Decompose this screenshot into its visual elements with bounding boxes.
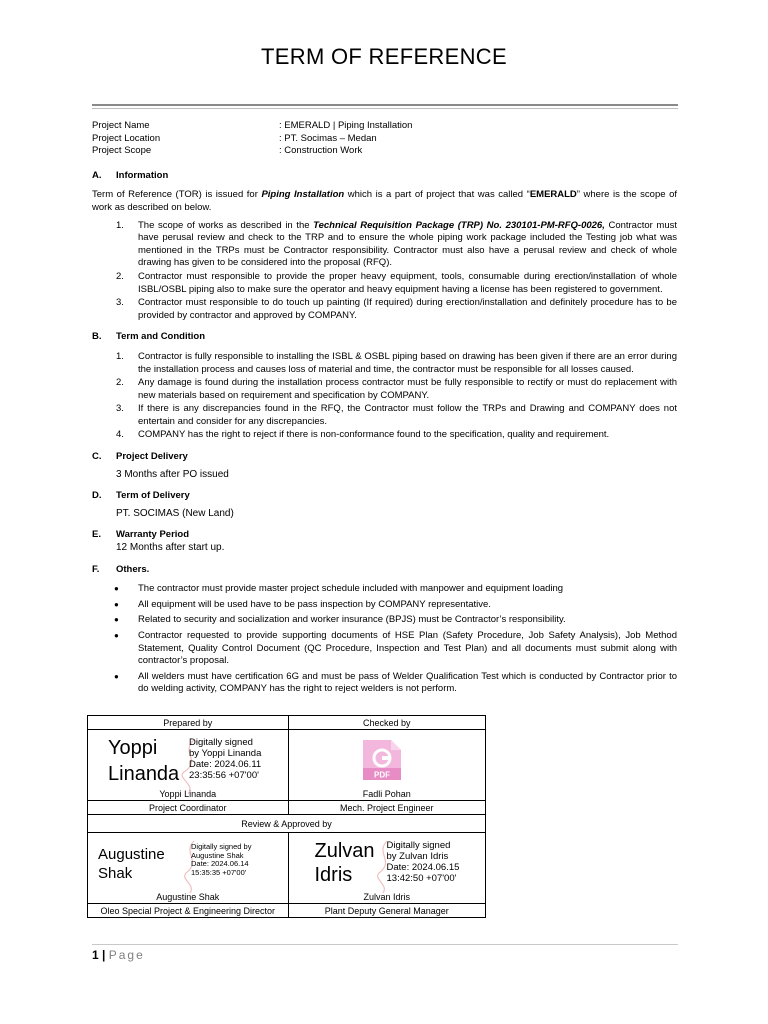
- page-label: Page: [108, 948, 145, 962]
- section-e-heading: E. Warranty Period: [92, 529, 190, 541]
- signature-note: Augustine Shak: [191, 850, 244, 860]
- section-f-heading: F. Others.: [92, 563, 150, 575]
- approver2-role: Plant Deputy General Manager: [288, 904, 486, 918]
- checked-signature-cell: [288, 730, 486, 801]
- footer-divider: [92, 944, 678, 945]
- approver1-signature-line1: Augustine: [98, 846, 165, 863]
- signature-note: Date: 2024.06.11: [189, 759, 262, 770]
- signature-table: [87, 715, 486, 918]
- prepared-signature-line1: Yoppi: [108, 737, 158, 759]
- title-divider-thin: [92, 108, 678, 109]
- signature-note: 13:42:50 +07'00': [386, 873, 457, 884]
- signature-note: Date: 2024.06.14: [191, 859, 249, 868]
- checked-role: Mech. Project Engineer: [288, 801, 486, 815]
- prepared-name: Yoppi Linanda: [159, 789, 217, 799]
- signature-note: Digitally signed: [189, 737, 253, 748]
- list-item: 2. Any damage is found during the installation process contractor must be fully responsible to rectify or must do replacement with new materials based on requirement and specification by COMPANY.: [116, 377, 677, 401]
- section-a-list: [92, 220, 677, 323]
- page-separator: |: [102, 948, 106, 962]
- project-info: [92, 120, 677, 158]
- prepared-by-label: Prepared by: [88, 716, 289, 730]
- approver2-signature-line2: Idris: [314, 864, 353, 886]
- list-item: 2. Contractor must responsible to provide the proper heavy equipment, tools, consumable during erection/installation of whole ISBL/OSBL piping also to make sure the operator and heavy equipment having a license has been registered to government.: [116, 270, 677, 295]
- bullet-icon: ●: [114, 671, 119, 681]
- project-location-label: Project Location: [92, 132, 161, 144]
- project-scope-label: Project Scope: [92, 145, 152, 157]
- project-name-value: : EMERALD | Piping Installation: [279, 120, 413, 131]
- list-item: 1. Contractor is fully responsible to installing the ISBL & OSBL piping based on drawing has been given if there are an error during the installation process and causes loss of material and time, the contractor must be responsible for all losses caused.: [116, 350, 677, 375]
- checked-name: Fadli Pohan: [362, 789, 411, 799]
- checked-by-label: Checked by: [288, 716, 486, 730]
- approver2-name: Zulvan Idris: [363, 892, 411, 902]
- section-c-heading: C. Project Delivery: [92, 451, 188, 463]
- svg-text:PDF: PDF: [373, 770, 390, 780]
- prepared-signature-cell: [88, 730, 289, 801]
- approver1-name: Augustine Shak: [156, 892, 220, 902]
- list-item: 3. Contractor must responsible to do touch up painting (If required) during erection/installation and definitely procedure has to be provided by contractor and approved by COMPANY.: [116, 297, 677, 321]
- bullet-icon: ●: [114, 615, 119, 625]
- document-title: TERM OF REFERENCE: [261, 44, 507, 69]
- signature-note: Date: 2024.06.15: [386, 862, 460, 873]
- approver1-signature-cell: [88, 833, 289, 904]
- section-f-list: [92, 583, 677, 696]
- section-a-heading: A. Information: [92, 169, 169, 181]
- review-approved-label: Review & Approved by: [88, 815, 486, 833]
- prepared-role: Project Coordinator: [88, 801, 289, 815]
- project-location-value: : PT. Socimas – Medan: [279, 132, 377, 144]
- signature-note: by Zulvan Idris: [386, 851, 449, 862]
- section-b-list: [92, 351, 677, 442]
- bullet-icon: ●: [114, 599, 119, 609]
- approver2-signature-line1: Zulvan: [314, 840, 375, 862]
- project-scope-value: : Construction Work: [279, 145, 363, 157]
- list-item: ● The contractor must provide master project schedule included with manpower and equipment loading: [92, 583, 677, 596]
- list-item: 1. The scope of works as described in the Technical Requisition Package (TRP) No. 230101-PM-RFQ-0026, Contractor must have perusal review and check to the TRP and to ensure the whole piping work package included the Testing job what was mentioned in the TRPs must be Contractor responsibility. Contractor must also have a perusal review and check of whole drawing has given to be considered into the proposal (RFQ).: [116, 219, 677, 269]
- page-footer: [92, 948, 145, 962]
- bullet-icon: ●: [114, 631, 119, 640]
- signature-note: 23:35:56 +07'00': [189, 770, 259, 781]
- section-a-intro: Term of Reference (TOR) is issued for Piping Installation which is a part of project that was called “EMERALD” where is the scope of work as described on below.: [92, 189, 678, 213]
- approver1-signature-line2: Shak: [98, 865, 133, 882]
- signature-note: Digitally signed: [386, 840, 451, 851]
- list-item: ● All welders must have certification 6G and must be pass of Welder Qualification Test which is conducted by Contractor prior to do welding activity, COMPANY has the right to reject welders is not perform.: [92, 671, 677, 696]
- list-item: ● Contractor requested to provide supporting documents of HSE Plan (Safety Procedure, Job Safety Analysis), Job Method Statement, Quality Control Document (QC Procedure, Inspection and Test Plan) and all documents must submit along with contractor’s proposal.: [92, 630, 677, 668]
- list-item: 3. If there is any discrepancies found in the RFQ, the Contractor must follow the TRPs and Drawing and COMPANY does not entertain and consider for any discrepancies.: [116, 403, 677, 427]
- term-of-delivery-text: PT. SOCIMAS (New Land): [116, 507, 234, 519]
- section-d-heading: D. Term of Delivery: [92, 490, 190, 502]
- section-b-heading: B. Term and Condition: [92, 331, 206, 343]
- signature-note: by Yoppi Linanda: [189, 748, 262, 759]
- approver1-role: Oleo Special Project & Engineering Director: [88, 904, 289, 918]
- signature-note: Digitally signed by: [191, 842, 252, 851]
- list-item: ● Related to security and socialization and worker insurance (BPJS) must be Contractor’s responsibility.: [92, 614, 677, 627]
- document-body: [92, 120, 677, 699]
- signature-note: 15:35:35 +07'00': [191, 867, 247, 877]
- prepared-signature-line2: Linanda: [108, 763, 180, 785]
- title-divider: [92, 104, 678, 106]
- page-number: 1: [92, 948, 99, 962]
- list-item: ● All equipment will be used have to be pass inspection by COMPANY representative.: [92, 599, 677, 612]
- bullet-icon: ●: [114, 584, 119, 594]
- approver2-signature-cell: [288, 833, 486, 904]
- warranty-period-text: 12 Months after start up.: [116, 542, 225, 554]
- list-item: 4. COMPANY has the right to reject if there is non-conformance found to the specification, quality and requirement.: [116, 429, 610, 441]
- project-name-label: Project Name: [92, 120, 150, 131]
- project-delivery-text: 3 Months after PO issued: [116, 468, 229, 480]
- pdf-logo-icon: [359, 738, 403, 782]
